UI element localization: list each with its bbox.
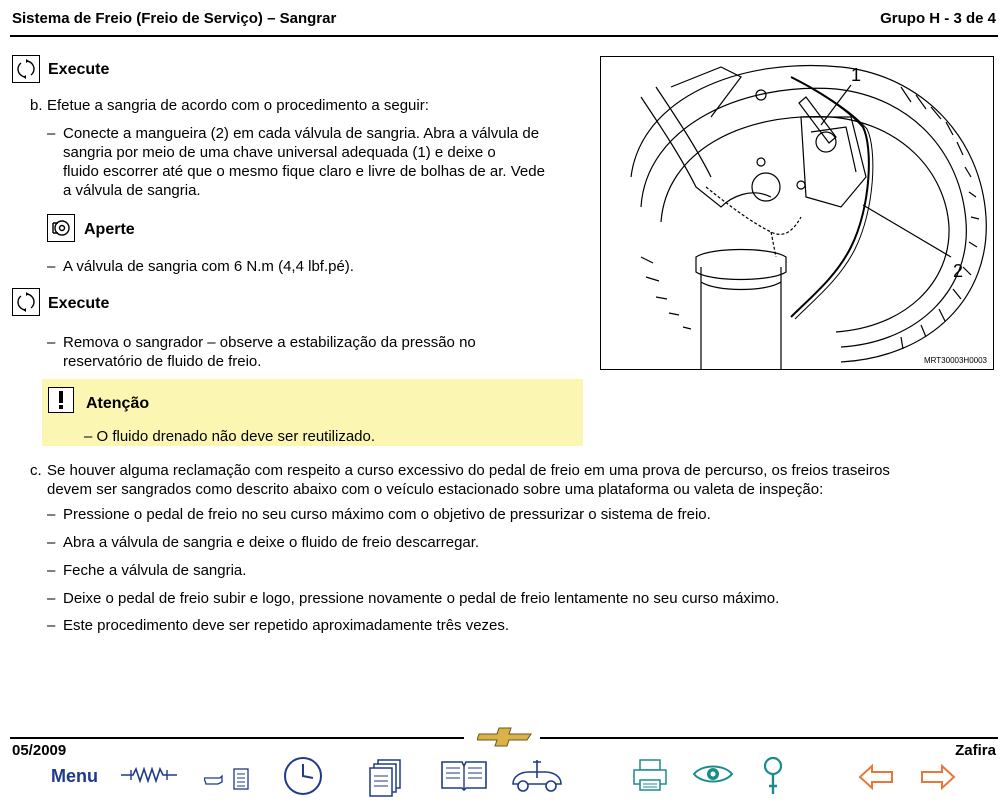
list-dash: – (47, 562, 56, 579)
list-item: Feche a válvula de sangria. (63, 562, 247, 579)
callout-2: 2 (953, 261, 964, 281)
book-icon[interactable] (440, 758, 488, 797)
list-item-line: reservatório de fluido de freio. (63, 353, 262, 370)
step-b-label: b. (30, 97, 43, 114)
list-item-line: sangria por meio de uma chave universal adequada (1) e deixe o (63, 144, 496, 161)
document-date: 05/2009 (12, 742, 67, 759)
brake-bleeding-figure (600, 56, 994, 370)
step-b-text: Efetue a sangria de acordo com o procedimento a seguir: (47, 97, 429, 114)
magnifier-icon[interactable] (761, 756, 785, 803)
step-c-label: c. (30, 462, 42, 479)
attention-text: – O fluido drenado não deve ser reutilizado. (84, 428, 376, 445)
header-divider (10, 35, 998, 37)
figure-code: MRT30003H0003 (923, 356, 987, 365)
documents-icon[interactable] (368, 758, 402, 803)
list-dash: – (47, 534, 56, 551)
menu-link[interactable]: Menu (51, 766, 98, 786)
clock-icon[interactable] (283, 756, 323, 801)
printer-icon[interactable] (632, 758, 668, 797)
list-dash: – (47, 506, 56, 523)
step-c-text-line: devem ser sangrados como descrito abaixo com o veículo estacionado sobre uma plataforma ou valeta de inspeção: (47, 481, 824, 498)
footer-divider-right (540, 737, 998, 739)
brake-caliper-illustration (601, 57, 993, 369)
list-item: Remova o sangrador – observe a estabilização da pressão no (63, 334, 476, 351)
list-dash: – (47, 125, 56, 142)
rotate-arrows-icon (15, 58, 37, 80)
tighten-badge (47, 214, 75, 242)
brand-logo (477, 726, 533, 753)
list-item-line: fluido escorrer até que o mesmo fique claro e livre de bolhas de ar. Vede (63, 163, 545, 180)
eye-icon[interactable] (692, 762, 734, 791)
list-item: A válvula de sangria com 6 N.m (4,4 lbf.pé). (63, 258, 354, 275)
tighten-heading: Aperte (84, 221, 135, 238)
list-item: Abra a válvula de sangria e deixe o fluido de freio descarregar. (63, 534, 480, 551)
torque-wrench-icon (50, 217, 72, 239)
list-dash: – (47, 334, 56, 351)
exclamation-icon (48, 387, 74, 413)
back-arrow-icon[interactable] (858, 764, 894, 795)
list-dash: – (47, 258, 56, 275)
list-dash: – (47, 590, 56, 607)
list-dash: – (47, 617, 56, 634)
list-item: Este procedimento deve ser repetido aproximadamente três vezes. (63, 617, 510, 634)
section-indicator: Grupo H - 3 de 4 (880, 10, 996, 27)
list-item: Deixe o pedal de freio subir e logo, pressione novamente o pedal de freio lentamente no seu curso máximo. (63, 590, 780, 607)
execute-badge (12, 288, 40, 316)
list-item: Conecte a mangueira (2) em cada válvula de sangria. Abra a válvula de (63, 125, 540, 142)
execute-icon (12, 55, 40, 83)
vehicle-model: Zafira (955, 742, 996, 759)
pointer-list-icon[interactable] (204, 768, 252, 795)
vehicle-tools-icon[interactable] (509, 758, 565, 799)
callout-1: 1 (851, 65, 862, 85)
execute-heading: Execute (48, 295, 110, 312)
forward-arrow-icon[interactable] (920, 764, 956, 795)
rotate-arrows-icon (15, 291, 37, 313)
attention-notice (42, 379, 583, 446)
list-item: Pressione o pedal de freio no seu curso máximo com o objetivo de pressurizar o sistema de freio. (63, 506, 711, 523)
execute-heading: Execute (48, 61, 110, 78)
wiring-diagram-icon[interactable] (121, 764, 177, 791)
step-c-text: Se houver alguma reclamação com respeito a curso excessivo do pedal de freio em uma prova de percurso, os freios traseiros (47, 462, 890, 479)
footer-divider-left (10, 737, 464, 739)
page-title: Sistema de Freio (Freio de Serviço) – Sangrar (12, 10, 337, 27)
list-item-line: a válvula de sangria. (63, 182, 201, 199)
attention-heading: Atenção (86, 395, 150, 412)
